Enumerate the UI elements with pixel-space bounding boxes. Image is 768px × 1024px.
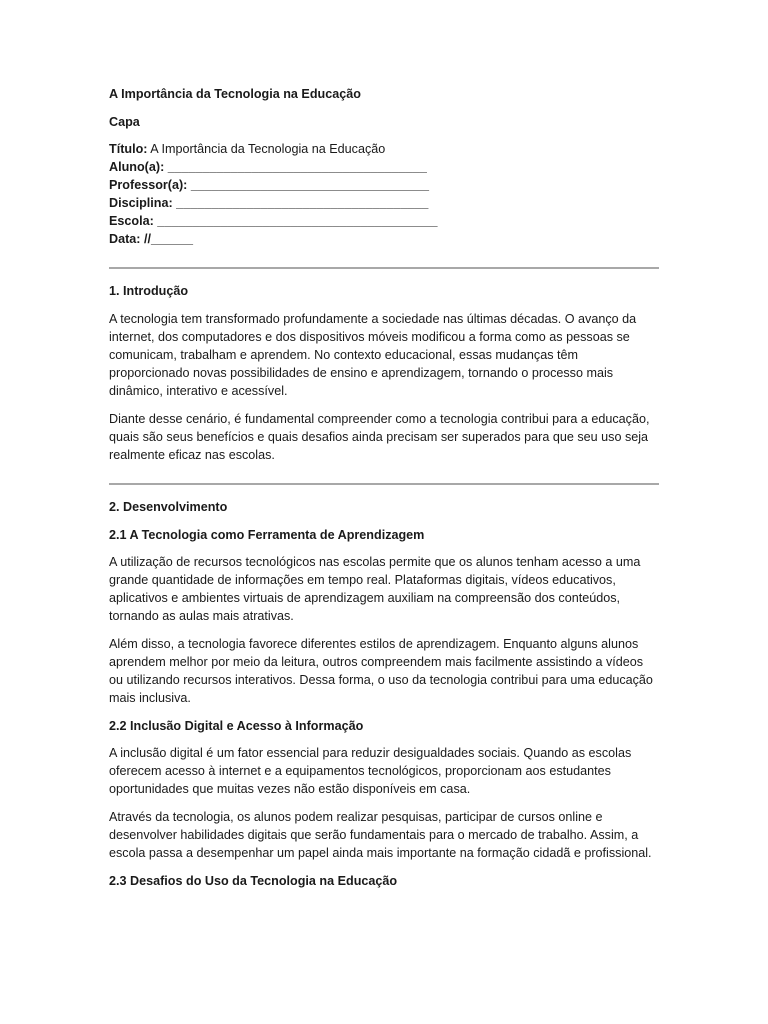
field-aluno-value: _____________________________________: [164, 160, 427, 174]
cover-fields: [109, 140, 659, 248]
intro-paragraph-2: Diante desse cenário, é fundamental compreender como a tecnologia contribui para a educação, quais são seus benefícios e quais desafios ainda precisam ser superados para que seu uso seja realmente eficaz nas escolas.: [109, 412, 650, 462]
subsection-2-3-heading: 2.3 Desafios do Uso da Tecnologia na Educação: [109, 874, 398, 888]
intro-paragraph-1: A tecnologia tem transformado profundamente a sociedade nas últimas décadas. O avanço da internet, dos computadores e dos dispositivos móveis modificou a forma como as pessoas se comunicam, trabalham e aprendem. No contexto educacional, essas mudanças têm proporcionado novas possibilidades de ensino e aprendizagem, tornando o processo mais dinâmico, interativo e acessível.: [109, 312, 637, 398]
document-title: A Importância da Tecnologia na Educação: [109, 87, 361, 101]
field-escola: Escola: ________________________________________: [109, 214, 438, 228]
field-disciplina: Disciplina: ____________________________________: [109, 196, 429, 210]
subsection-2-2-heading: 2.2 Inclusão Digital e Acesso à Informação: [109, 719, 364, 733]
subsection-2-1-paragraph-1: A utilização de recursos tecnológicos nas escolas permite que os alunos tenham acesso a uma grande quantidade de informações em tempo real. Plataformas digitais, vídeos educativos, aplicativos e ambientes virtuais de aprendizagem auxiliam na compreensão dos conteúdos, tornando as aulas mais atrativas.: [109, 555, 641, 623]
section-divider: [109, 483, 659, 485]
field-professor: Professor(a): __________________________________: [109, 178, 430, 192]
field-escola-value: ________________________________________: [153, 214, 438, 228]
section-divider: [109, 267, 659, 269]
cover-label: Capa: [109, 115, 140, 129]
field-aluno: Aluno(a): _____________________________________: [109, 160, 427, 174]
development-heading: 2. Desenvolvimento: [109, 500, 228, 514]
subsection-2-2-paragraph-2: Através da tecnologia, os alunos podem realizar pesquisas, participar de cursos online e desenvolver habilidades digitais que serão fundamentais para o mercado de trabalho. Assim, a escola passa a desempenhar um papel ainda mais importante na formação cidadã e profissional.: [109, 810, 652, 860]
field-titulo: Título: A Importância da Tecnologia na Educação: [109, 142, 386, 156]
field-professor-value: __________________________________: [187, 178, 430, 192]
field-disciplina-value: ____________________________________: [172, 196, 429, 210]
subsection-2-2-paragraph-1: A inclusão digital é um fator essencial para reduzir desigualdades sociais. Quando as escolas oferecem acesso à internet e a equipamentos tecnológicos, proporcionam aos estudantes oportunidades que muitas vezes não estão disponíveis em casa.: [109, 746, 632, 796]
subsection-2-1-paragraph-2: Além disso, a tecnologia favorece diferentes estilos de aprendizagem. Enquanto alguns alunos aprendem melhor por meio da leitura, outros compreendem mais facilmente assistindo a vídeos ou utilizando recursos interativos. Dessa forma, o uso da tecnologia contribui para uma educação mais inclusiva.: [109, 637, 653, 705]
field-data: Data: //______: [109, 232, 194, 246]
intro-heading: 1. Introdução: [109, 284, 189, 298]
field-data-value: //______: [140, 232, 194, 246]
subsection-2-1-heading: 2.1 A Tecnologia como Ferramenta de Aprendizagem: [109, 528, 425, 542]
field-titulo-value: A Importância da Tecnologia na Educação: [147, 142, 386, 156]
